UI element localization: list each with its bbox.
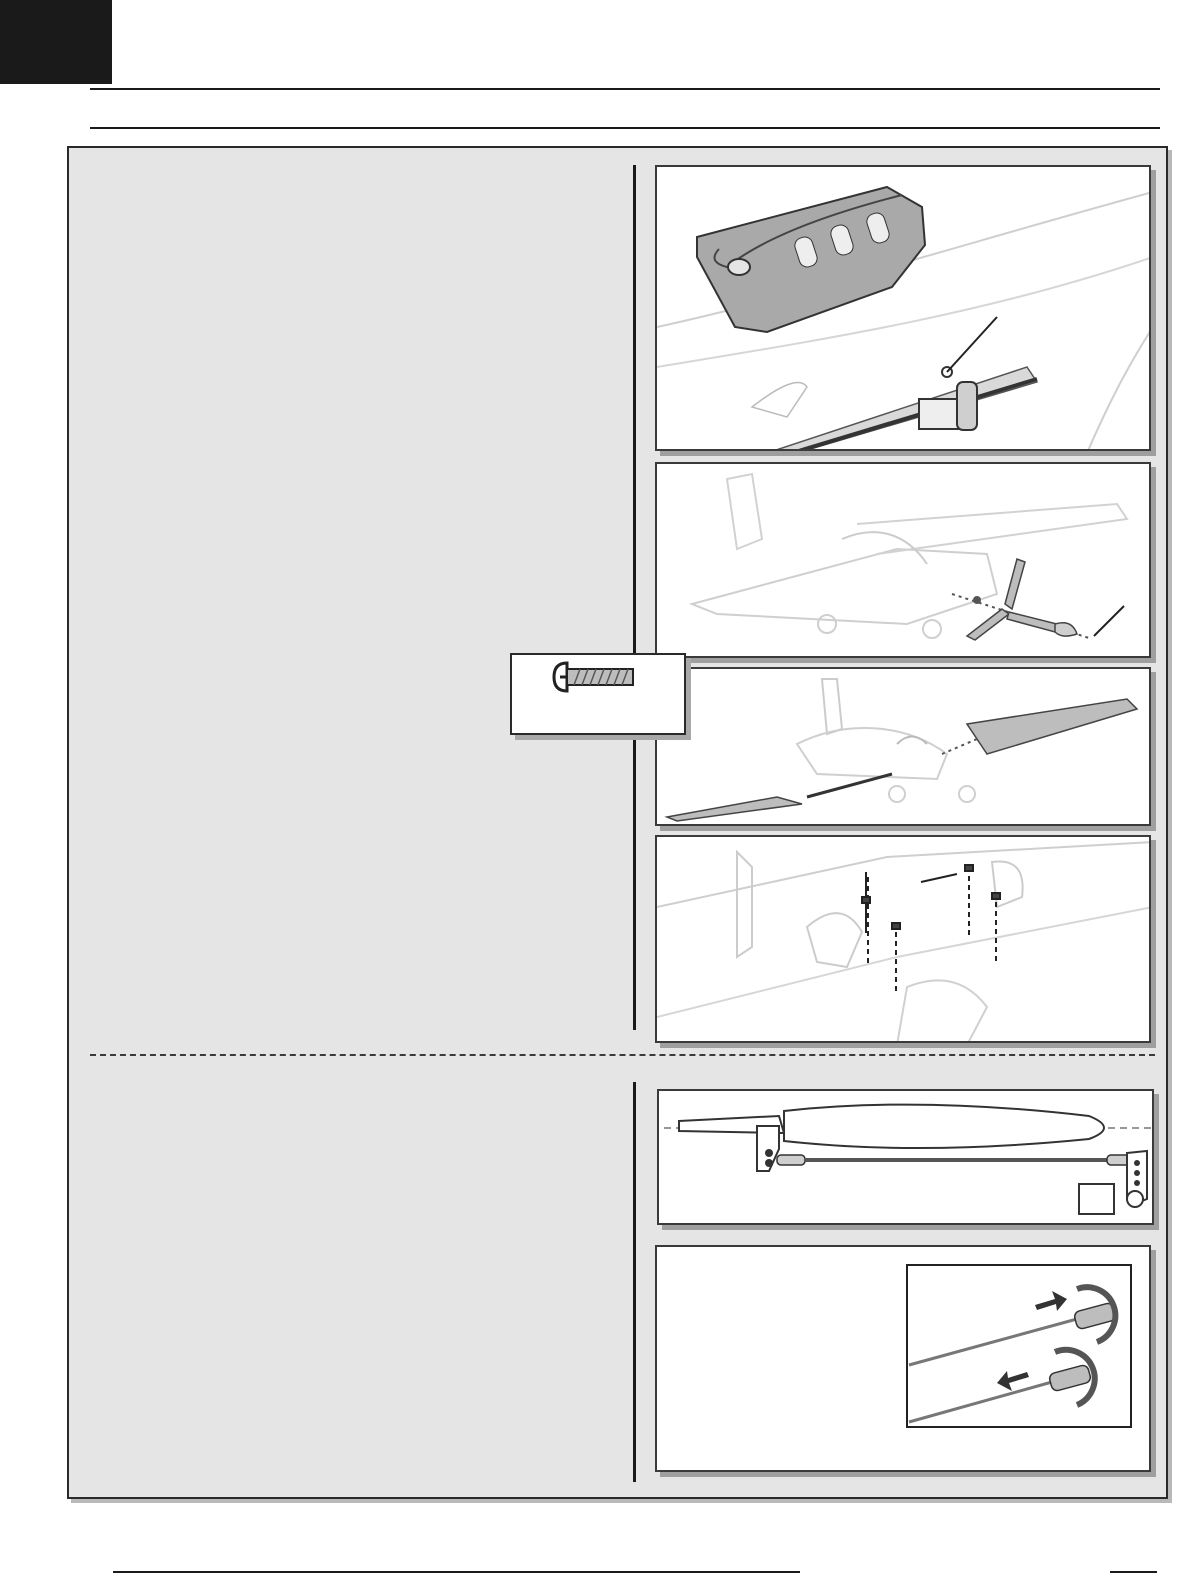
header-rule-bottom <box>90 127 1160 129</box>
figure-wing-tube-installation <box>655 667 1151 826</box>
footer-rule-left <box>113 1571 800 1573</box>
chapter-tab <box>0 0 112 84</box>
figure-clevis-adjustment <box>655 1245 1151 1472</box>
pushrod-linkage-illustration <box>659 1091 1154 1225</box>
screw-icon <box>512 655 688 737</box>
figure-spinner-propeller-assembly <box>655 462 1151 658</box>
airplane-propeller-illustration <box>657 464 1151 658</box>
servo-cover-illustration <box>657 167 1151 451</box>
figure-wing-screw-installation <box>655 835 1151 1043</box>
figure-control-horn-linkage <box>657 1089 1154 1225</box>
figure-servo-cover-removal <box>655 165 1151 451</box>
column-divider-bottom <box>633 1082 636 1482</box>
footer-rule-right <box>1110 1571 1157 1573</box>
wing-attachment-illustration <box>657 669 1151 826</box>
screw-callout <box>510 653 686 735</box>
header-rule-top <box>90 88 1160 90</box>
clevis-rotation-illustration <box>657 1247 1151 1472</box>
section-divider <box>90 1054 1155 1056</box>
column-divider-top <box>633 165 636 1030</box>
wing-screws-illustration <box>657 837 1151 1043</box>
